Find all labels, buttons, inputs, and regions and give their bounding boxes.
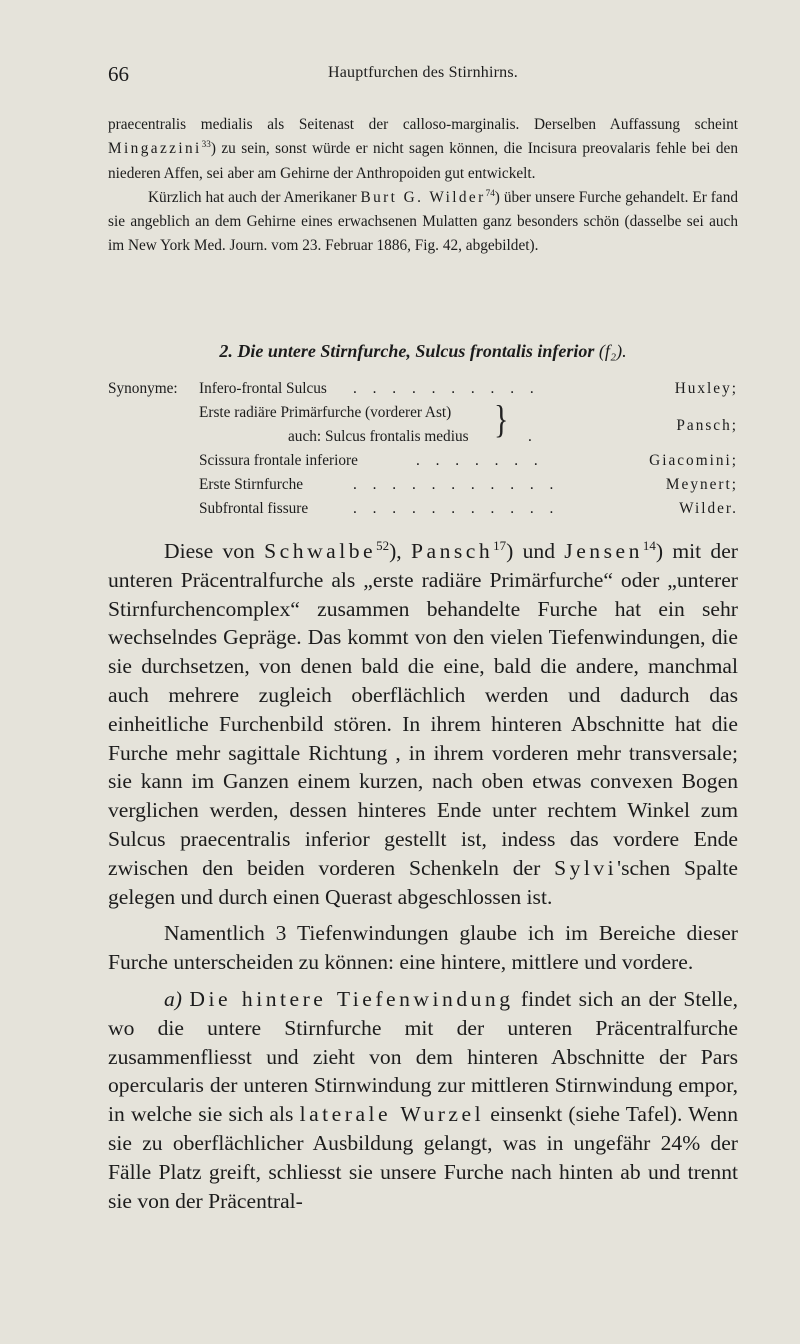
intro-paragraph-1: praecentralis medialis als Seitenast der calloso-marginalis. Derselben Auffassung scheint Mingazzini$^{33}$) zu sein, sonst würde er nicht sagen können, die Incisura preovalaris fehle bei den niederen Affen, sei aber am Gehirne der Anthropoiden gut entwickelt.	[108, 116, 738, 182]
footnote-ref: 14	[642, 537, 656, 553]
intro-paragraph-2: Kürzlich hat auch der Amerikaner Burt G. Wilder$^{74}$) über unsere Furche gehandelt. Er fand sie angeblich an dem Gehirne eines erwachsenen Mulatten ganz besonders schön (dasselbe sei auch im New York Med. Journ. vom 23. Februar 1886, Fig. 42, abgebildet).	[108, 187, 738, 255]
synonym-author: Meynert;	[665, 476, 738, 493]
synonym-row: Erste Stirnfurche . . . . . . . . . . . Meynert;	[199, 476, 738, 493]
body-paragraph-2: Namentlich 3 Tiefenwindungen glaube ich im Bereiche dieser Furche unterscheiden zu können: eine hintere, mittlere und vordere.	[108, 921, 738, 975]
synonym-author: Wilder.	[679, 500, 738, 517]
synonym-author: Huxley;	[674, 380, 738, 397]
synonym-row: Erste radiäre Primärfurche (vorderer Ast)	[199, 404, 452, 421]
spaced-term: laterale Wurzel	[299, 1102, 485, 1127]
footnote-ref: 33	[201, 139, 211, 150]
section-symbol: (f₂).	[598, 341, 627, 361]
synonym-row: Subfrontal fissure . . . . . . . . . . . Wilder.	[199, 500, 738, 517]
author-name: Pansch	[410, 539, 494, 563]
author-name: Mingazzini	[108, 140, 202, 158]
author-name: Jensen	[564, 539, 643, 563]
synonym-author: Pansch;	[676, 417, 738, 434]
item-label: a)	[164, 986, 182, 1011]
spaced-term: Die hintere Tiefenwindung	[189, 986, 514, 1011]
running-head: Hauptfurchen des Stirnhirns.	[327, 64, 518, 81]
page-header	[108, 62, 738, 92]
body-paragraph-3: a) Die hintere Tiefenwindung findet sich an der Stelle, wo die untere Stirnfurche mit der unteren Präcentralfurche zusammenfliesst und zieht von dem hinteren Abschnitte der Pars opercularis der unteren Stirnwindung zur mittleren Stirnwindung empor, in welche sie sich als laterale Wurzel einsenkt (siehe Tafel). Wenn sie zu oberflächlicher Ausbildung gelangt, was in ungefähr 24% der Fälle Platz greift, schliesst sie unsere Furche nach hinten ab und trennt sie von der Präcentral-	[108, 986, 739, 1213]
footnote-ref: 52	[376, 537, 390, 553]
footnote-ref: 74	[485, 187, 495, 198]
synonym-author: Giacomini;	[649, 452, 738, 469]
synonyms-label: Synonyme:	[108, 380, 178, 397]
author-name: Burt G. Wilder	[360, 188, 486, 206]
synonym-row: Scissura frontale inferiore . . . . . . . Giacomini;	[199, 452, 738, 469]
author-name: Sylvi	[554, 855, 618, 880]
brace-mark: }	[494, 398, 509, 442]
footnote-ref: 17	[493, 537, 507, 553]
synonym-row: auch: Sulcus frontalis medius . Pansch;	[288, 417, 738, 445]
main-text	[108, 537, 738, 1215]
section-heading: 2. Die untere Stirnfurche, Sulcus frontalis inferior (f₂).	[219, 341, 627, 361]
author-name: Schwalbe	[264, 539, 377, 563]
page-number: 66	[108, 62, 129, 86]
intro-text	[108, 113, 738, 259]
synonym-row: Synonyme: Infero-frontal Sulcus . . . . . . . . . . Huxley;	[108, 380, 738, 397]
body-paragraph-1: Diese von Schwalbe$^{52}$), Pansch$^{17}$) und Jensen$^{14}$) mit der unteren Präcentralfurche als „erste radiäre Primärfurche“ oder „unterer Stirnfurchencomplex“ zusammen behandelte Furche hat ein sehr wechselndes Gepräge. Das kommt von den vielen Tiefenwindungen, die sie durchsetzen, von denen bald die eine, bald die andere, manchmal auch mehrere zugleich oberflächlich werden und dadurch das einheitliche Furchenbild stören. In ihrem hinteren Abschnitte hat die Furche mehr sagittale Richtung , in ihrem vorderen mehr transversale; sie kann im Ganzen einem kurzen, nach oben etwas convexen Bogen verglichen werden, dessen hinteres Ende unter rechtem Winkel zum Sulcus praecentralis inferior gestellt ist, indess das vordere Ende zwischen den beiden vorderen Schenkeln der Sylvi'schen Spalte gelegen und durch einen Querast abgeschlossen ist.	[108, 537, 738, 909]
